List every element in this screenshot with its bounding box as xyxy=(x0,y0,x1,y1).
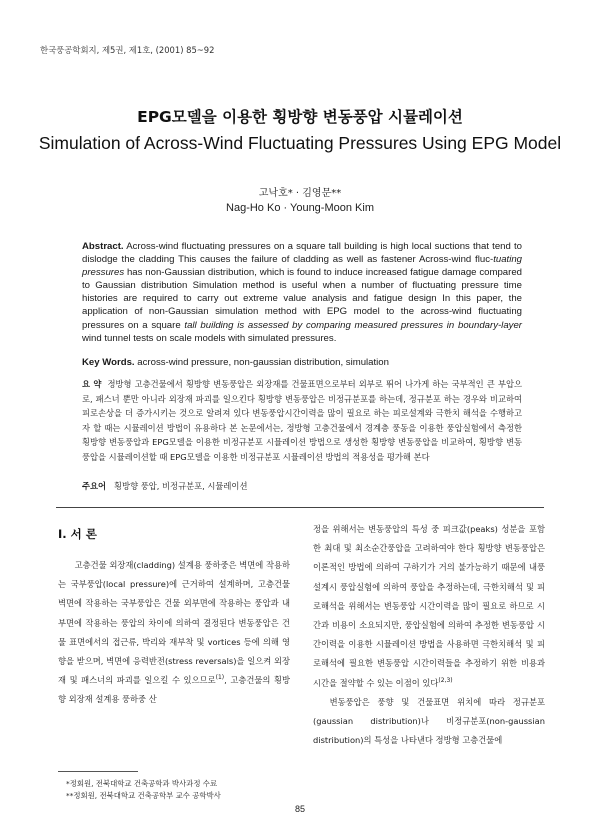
abstract-text-3: wind tunnel tests on scale models with simulated pressures. xyxy=(82,332,337,344)
abstract-italic-2: tall building is assessed by comparing measured pressures in boundary-layer xyxy=(184,319,522,331)
footnote-2: **정회원, 전북대학교 건축공학부 교수 공학박사 xyxy=(66,791,221,800)
korean-summary xyxy=(82,377,522,465)
keywords xyxy=(82,357,522,368)
footnote-1: *정회원, 전북대학교 건축공학과 박사과정 수료 xyxy=(66,779,218,788)
abstract-label: Abstract. xyxy=(82,241,124,252)
abstract-text-2: has non-Gaussian distribution, which is found to induce increased fatigue damage compared to Gaussian distribution Simulation method is useful when a number of fluctuating pressure time histories are required to carry out extreme value analysis and fatigue design In this paper, the application of non-Gaussian simulation method with EPG model to the across-wind fluctuating pressures on a square xyxy=(82,267,522,331)
left-column xyxy=(58,556,290,710)
keywords-text: across-wind pressure, non-gaussian distribution, simulation xyxy=(137,357,389,368)
korean-keywords-label: 주요어 xyxy=(82,481,107,491)
authors-english: Nag-Ho Ko · Young-Moon Kim xyxy=(226,202,374,214)
title-korean: EPG모델을 이용한 횡방향 변동풍압 시뮬레이션 xyxy=(137,108,463,126)
footnote-divider xyxy=(58,771,138,772)
right-column xyxy=(313,520,545,750)
abstract-text-1: Across-wind fluctuating pressures on a square tall building is high local suctions that tend to dislodge the cladding This causes the failure of cladding as well as fastener Across-wind fluc- xyxy=(82,241,522,266)
authors-korean: 고낙호* · 김영문** xyxy=(258,188,342,199)
left-column-paragraph xyxy=(58,556,290,710)
reference-2: (2,3) xyxy=(438,676,453,684)
right-column-paragraph-1 xyxy=(313,520,545,693)
page-number: 85 xyxy=(294,804,305,814)
right-column-text-1: 정을 위해서는 변동풍압의 특성 중 피크값(peaks) 성분을 포함한 최대 및 최소순간풍압을 고려하여야 한다 횡방향 변동풍압은 이론적인 방법에 의하여 구하기가 거의 불가능하기 때문에 내풍설계시 풍압실험에 의하여 풍압을 추정하는데, 극한치해석 및 피로해석을 위해서는 변동풍압 시간이력을 많이 필요로 하므로 시간과 비용이 소요되지만, 풍압실험에 의하여 추정한 변동풍압 시간이력을 이용한 시뮬레이션 방법을 사용하면 극한치해석 및 피로해석에 필요한 변동풍압 시간이력들을 추정하기 위한 비용과 시간을 절약할 수 있는 이점이 있다 xyxy=(313,524,545,688)
section-divider xyxy=(56,507,544,508)
korean-keywords xyxy=(82,480,522,492)
left-column-text-2: , 고층건물의 횡방향 외장재 설계용 풍하중 산 xyxy=(58,675,290,705)
korean-keywords-text: 횡방향 풍압, 비정규분포, 시뮬레이션 xyxy=(114,481,248,491)
korean-summary-text: 정방형 고층건물에서 횡방향 변동풍압은 외장재를 건물표면으로부터 외부로 뛰어 나가게 하는 국부적인 큰 부압으로, 패스너 뿐만 아니라 외장재 파괴를 일으킨다 횡방향 변동풍압은 비정규분포를 하는데, 정규분포 하는 경우와 비교하여 피로손상을 더 증가시키는 것으로 알려져 있다 변동풍압시간이력을 많이 필요로 하는 피로설계와 극한치 해석을 수행하고자 할 때는 시뮬레이션 방법이 유용하다 본 논문에서는, 정방형 고층건물에서 경계층 풍동을 이용한 풍압실험에서 측정한 횡방향 변동풍압과 EPG모델을 이용한 비정규분포 시뮬레이션 방법으로 생성한 횡방향 변동풍압을 비교하여, 횡방향 변동풍압을 시뮬레이션할 때 EPG모델을 이용한 비정규분포 시뮬레이션 방법의 적용성을 평가해 본다 xyxy=(82,379,522,462)
abstract-italic-1: tuating pressures xyxy=(82,254,522,279)
section-heading-introduction: I. 서 론 xyxy=(58,527,97,541)
footnotes xyxy=(66,778,296,802)
korean-summary-label: 요 약 xyxy=(82,379,102,389)
right-column-paragraph-2: 변동풍압은 풍향 및 건물표면 위치에 따라 정규분포(gaussian distribution)나 비정규분포(non-gaussian distribution)의 특성을 나타낸다 정방형 고층건물에 xyxy=(313,696,545,746)
abstract xyxy=(82,240,522,345)
left-column-text: 고층건물 외장재(cladding) 설계용 풍하중은 벽면에 작용하는 국부풍압(local pressure)에 근거하여 설계하며, 고층건물 벽면에 작용하는 국부풍압은 건물 외부면에 작용하는 풍압과 내부면에 작용하는 풍압의 차이에 의하여 결정된다 변동풍압은 건물 표면에서의 접근류, 박리와 재부착 및 vortices 등에 의해 영향을 받으며, 벽면에 응력반전(stress reversals)을 일으켜 외장재 및 패스너의 파괴를 일으킬 수 있으므로 xyxy=(58,560,290,686)
title-english: Simulation of Across-Wind Fluctuating Pressures Using EPG Model xyxy=(38,133,562,153)
reference-1: (1) xyxy=(215,674,225,682)
journal-info: 한국풍공학회지, 제5권, 제1호, (2001) 85~92 xyxy=(40,45,215,55)
keywords-label: Key Words. xyxy=(82,357,135,368)
